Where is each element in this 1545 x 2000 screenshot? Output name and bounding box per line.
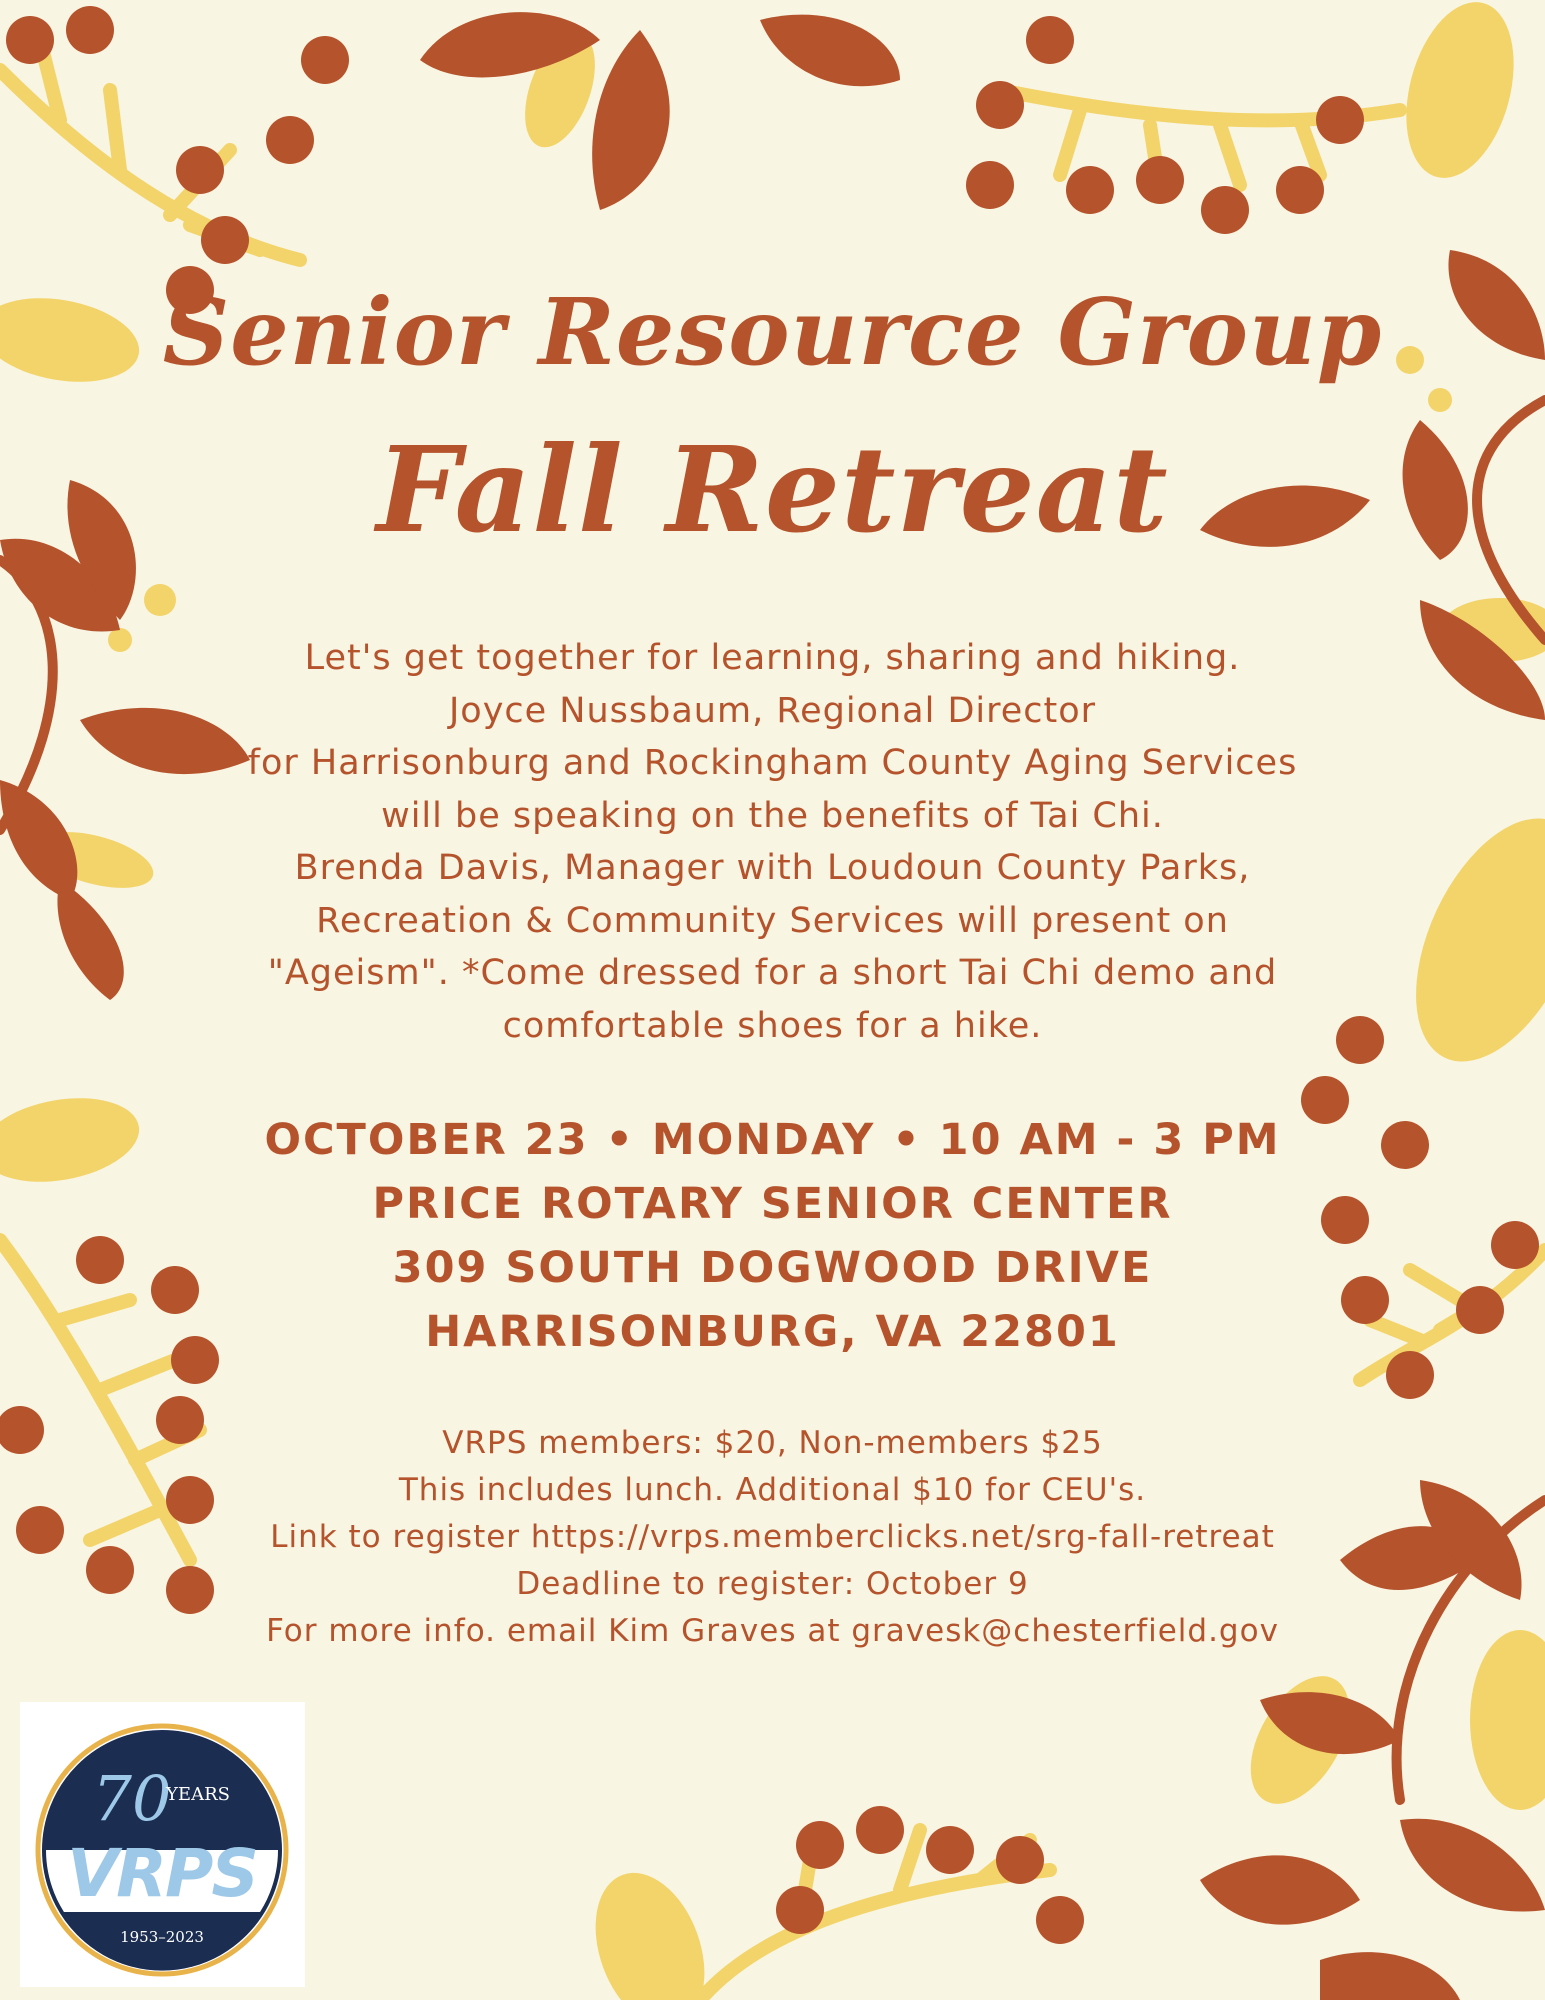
description-line: comfortable shoes for a hike. [502, 1005, 1043, 1046]
title-line-2: Fall Retreat [376, 420, 1169, 559]
title-line-1: Senior Resource Group [162, 278, 1383, 386]
fee-pricing: VRPS members: $20, Non-members $25 [442, 1425, 1103, 1461]
fees-block [200, 1420, 1345, 1655]
vrps-logo-graphic [20, 1702, 305, 1987]
description-line: Joyce Nussbaum, Regional Director [448, 690, 1097, 731]
logo-span: 1953–2023 [120, 1928, 204, 1946]
description-line: Recreation & Community Services will present on [316, 900, 1229, 941]
contact-email[interactable]: For more info. email Kim Graves at gravesk@chesterfield.gov [266, 1613, 1279, 1649]
logo-number: 70 [92, 1762, 172, 1835]
vrps-logo [20, 1702, 305, 1987]
description-line: Let's get together for learning, sharing and hiking. [304, 638, 1241, 678]
logo-years: YEARS [166, 1784, 230, 1805]
description-line: for Harrisonburg and Rockingham County Aging Services [247, 743, 1298, 783]
event-date-time: OCTOBER 23 • MONDAY • 10 AM - 3 PM [264, 1115, 1281, 1165]
logo-org: VRPS [67, 1835, 257, 1912]
register-deadline: Deadline to register: October 9 [516, 1566, 1029, 1602]
register-link[interactable]: Link to register https://vrps.memberclicks.net/srg-fall-retreat [270, 1519, 1275, 1555]
event-venue: PRICE ROTARY SENIOR CENTER [372, 1179, 1173, 1229]
event-city: HARRISONBURG, VA 22801 [425, 1307, 1120, 1357]
event-details [0, 1108, 1545, 1364]
description-block [220, 632, 1325, 1052]
description-line: "Ageism". *Come dressed for a short Tai Chi demo and [267, 953, 1278, 993]
description-line: will be speaking on the benefits of Tai Chi. [381, 795, 1164, 836]
event-street: 309 SOUTH DOGWOOD DRIVE [392, 1243, 1153, 1293]
fee-lunch: This includes lunch. Additional $10 for CEU's. [398, 1472, 1147, 1508]
description-line: Brenda Davis, Manager with Loudoun County Parks, [294, 848, 1251, 888]
